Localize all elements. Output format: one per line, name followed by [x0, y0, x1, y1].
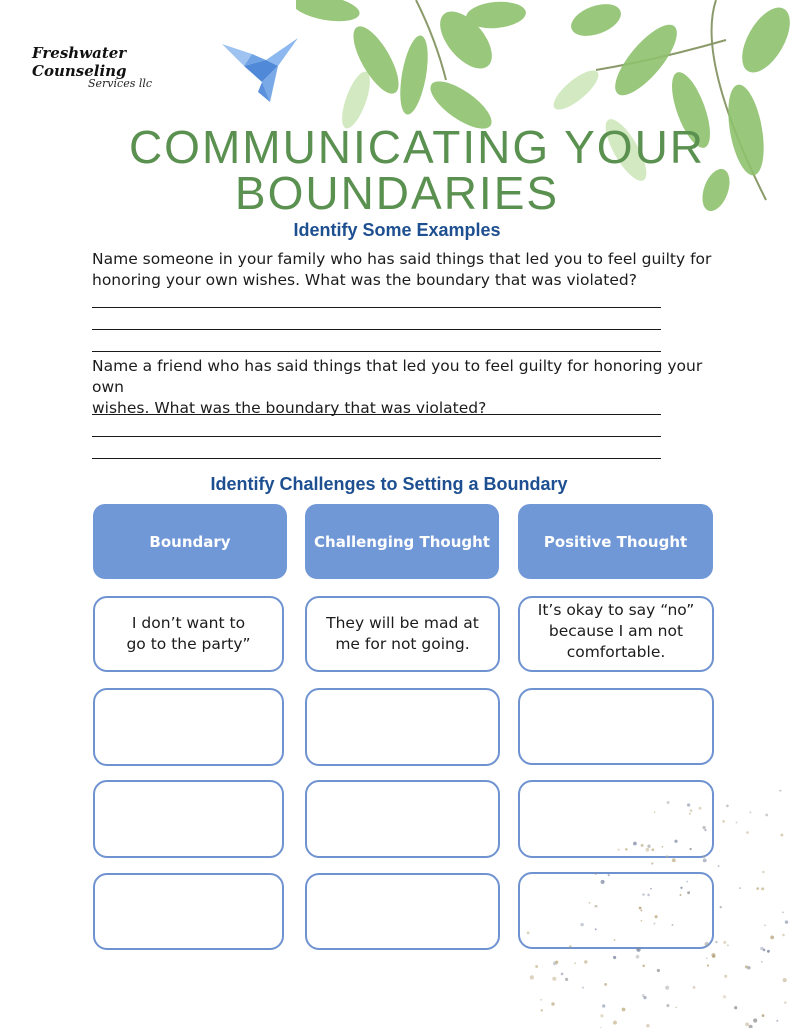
decor-dot [689, 813, 691, 815]
decor-dot [711, 953, 715, 957]
cell-text: comfortable. [566, 642, 666, 661]
decor-dot [602, 1004, 605, 1007]
decor-dot [720, 906, 722, 908]
decor-dot [753, 1018, 757, 1022]
decor-dot [765, 814, 768, 817]
prompt-line: Name a friend who has said things that led you to feel guilty for honoring your own [92, 357, 703, 396]
decor-dot [770, 935, 774, 939]
cell-text: me for not going. [335, 635, 470, 653]
decor-dot [651, 862, 653, 864]
decor-dot [646, 1024, 649, 1027]
decor-dot [574, 962, 576, 964]
decor-dot [622, 1008, 626, 1012]
decor-dot [764, 924, 766, 926]
decor-dot [704, 829, 706, 831]
column-header-challenging-thought: Challenging Thought [305, 504, 499, 579]
decor-dot [535, 965, 538, 968]
table-cell-challenging[interactable] [305, 688, 500, 766]
decor-dot [723, 941, 726, 944]
decor-dot [722, 820, 724, 822]
decor-dot [727, 944, 729, 946]
decor-dot [613, 956, 616, 959]
decor-dot [734, 1006, 737, 1009]
answer-line[interactable] [92, 458, 661, 459]
prompt-line: Name someone in your family who has said things that led you to feel guilty for [92, 250, 712, 268]
cell-text: I don’t want to [131, 614, 246, 632]
decor-dot [657, 969, 660, 972]
decor-dot [672, 924, 674, 926]
decor-dot [561, 973, 564, 976]
decor-dot [642, 994, 645, 997]
decor-dot [785, 920, 788, 923]
origami-bird-icon [222, 36, 298, 102]
decor-dot [724, 975, 727, 978]
decor-dot [614, 939, 616, 941]
decor-dot [552, 977, 556, 981]
answer-line[interactable] [92, 436, 661, 437]
decor-dot [760, 947, 764, 951]
table-cell-challenging[interactable] [305, 596, 500, 672]
decor-dot [756, 887, 759, 890]
decor-dot [675, 1007, 677, 1009]
decor-dot [704, 942, 708, 946]
decor-dot [584, 960, 587, 963]
decor-dot [530, 975, 534, 979]
decor-dot [783, 978, 787, 982]
decor-dot [589, 902, 591, 904]
brand-name: Freshwater Counseling [32, 44, 127, 80]
decor-dot [762, 871, 764, 873]
answer-line[interactable] [92, 307, 661, 308]
decor-dot [601, 880, 605, 884]
decor-dot [672, 858, 676, 862]
decor-dot [746, 831, 749, 834]
decor-dot [689, 848, 691, 850]
decor-dot [613, 1021, 617, 1025]
decor-dot [782, 912, 784, 914]
decor-dot [749, 811, 751, 813]
decor-dot [699, 807, 702, 810]
decor-dot [641, 844, 644, 847]
decor-dot [604, 983, 607, 986]
decor-dot [633, 842, 637, 846]
decor-dot [551, 1002, 554, 1005]
decor-dot [723, 995, 726, 998]
table-cell-boundary[interactable] [93, 873, 284, 950]
sparkle-dots-decoration [520, 790, 794, 1028]
decor-dot [540, 999, 542, 1001]
decor-dot [541, 1009, 543, 1011]
decor-dot [662, 846, 664, 848]
decor-dot [703, 858, 707, 862]
decor-dot [747, 966, 751, 970]
section-heading-examples: Identify Some Examples [293, 220, 501, 240]
decor-dot [527, 931, 530, 934]
decor-dot [707, 964, 709, 966]
decor-dot [625, 848, 627, 850]
prompt-line: honoring your own wishes. What was the boundary that was violated? [92, 271, 637, 289]
decor-dot [639, 907, 642, 910]
decor-dot [655, 915, 658, 918]
decor-dot [680, 894, 682, 896]
decor-dot [646, 848, 650, 852]
decor-dot [715, 941, 717, 943]
decor-dot [667, 801, 670, 804]
decor-dot [666, 1004, 669, 1007]
answer-line[interactable] [92, 414, 661, 415]
decor-dot [784, 1001, 786, 1003]
cell-text: They will be mad at [326, 614, 479, 632]
decor-dot [636, 947, 640, 951]
decor-dot [565, 978, 568, 981]
decor-dot [595, 928, 597, 930]
answer-line[interactable] [92, 329, 661, 330]
decor-dot [706, 957, 708, 959]
decor-dot [781, 834, 784, 837]
decor-dot [647, 894, 650, 897]
decor-dot [703, 856, 705, 858]
decor-dot [642, 893, 644, 895]
decor-dot [555, 961, 558, 964]
cell-text: It’s okay to say “no” [537, 600, 695, 619]
column-header-positive-thought: Positive Thought [518, 504, 713, 579]
decor-dot [666, 855, 669, 858]
decor-dot [600, 1014, 603, 1017]
prompt-family [92, 249, 722, 291]
brand-subtitle: Services llc [88, 77, 153, 90]
decor-dot [569, 945, 571, 947]
decor-dot [761, 887, 764, 890]
decor-dot [650, 888, 652, 890]
decor-dot [594, 905, 597, 908]
decor-dot [703, 826, 706, 829]
decor-dot [608, 874, 610, 876]
decor-dot [782, 934, 785, 937]
column-header-boundary: Boundary [93, 504, 287, 579]
table-cell-challenging[interactable] [305, 873, 500, 950]
decor-dot [651, 848, 654, 851]
prompt-friend [92, 356, 722, 419]
page-title-line1: COMMUNICATING YOUR [128, 121, 706, 173]
table-cell-boundary[interactable] [93, 596, 284, 672]
decor-dot [665, 986, 669, 990]
decor-dot [736, 821, 738, 823]
table-cell-boundary[interactable] [93, 688, 284, 766]
decor-dot [594, 873, 597, 876]
decor-dot [641, 920, 643, 922]
decor-dot [647, 845, 650, 848]
page-title-line2: BOUNDARIES [234, 167, 560, 219]
table-cell-positive[interactable] [518, 596, 714, 672]
decor-dot [680, 887, 682, 889]
cell-text: because I am not [548, 621, 684, 640]
decor-dot [761, 961, 763, 963]
decor-dot [674, 840, 677, 843]
decor-dot [636, 955, 640, 959]
decor-dot [640, 910, 642, 912]
table-cell-positive[interactable] [518, 688, 714, 765]
decor-dot [690, 809, 693, 812]
decor-dot [779, 790, 781, 792]
decor-dot [745, 1022, 749, 1026]
answer-line[interactable] [92, 351, 661, 352]
decor-dot [580, 923, 583, 926]
table-cell-boundary[interactable] [93, 780, 284, 858]
decor-dot [776, 1020, 778, 1022]
decor-dot [687, 891, 690, 894]
decor-dot [582, 987, 584, 989]
decor-dot [654, 811, 656, 813]
decor-dot [693, 986, 696, 989]
decor-dot [642, 965, 645, 968]
section-heading-challenges: Identify Challenges to Setting a Boundary [210, 474, 568, 494]
decor-dot [653, 923, 655, 925]
decor-dot [718, 865, 720, 867]
decor-dot [726, 805, 729, 808]
decor-dot [739, 887, 741, 889]
decor-dot [618, 848, 620, 850]
decor-dot [762, 1014, 765, 1017]
cell-text: go to the party” [126, 635, 251, 653]
decor-dot [767, 950, 770, 953]
table-cell-challenging[interactable] [305, 780, 500, 858]
prompt-line: wishes. What was the boundary that was violated? [92, 399, 487, 417]
decor-dot [687, 803, 690, 806]
decor-dot [686, 881, 688, 883]
